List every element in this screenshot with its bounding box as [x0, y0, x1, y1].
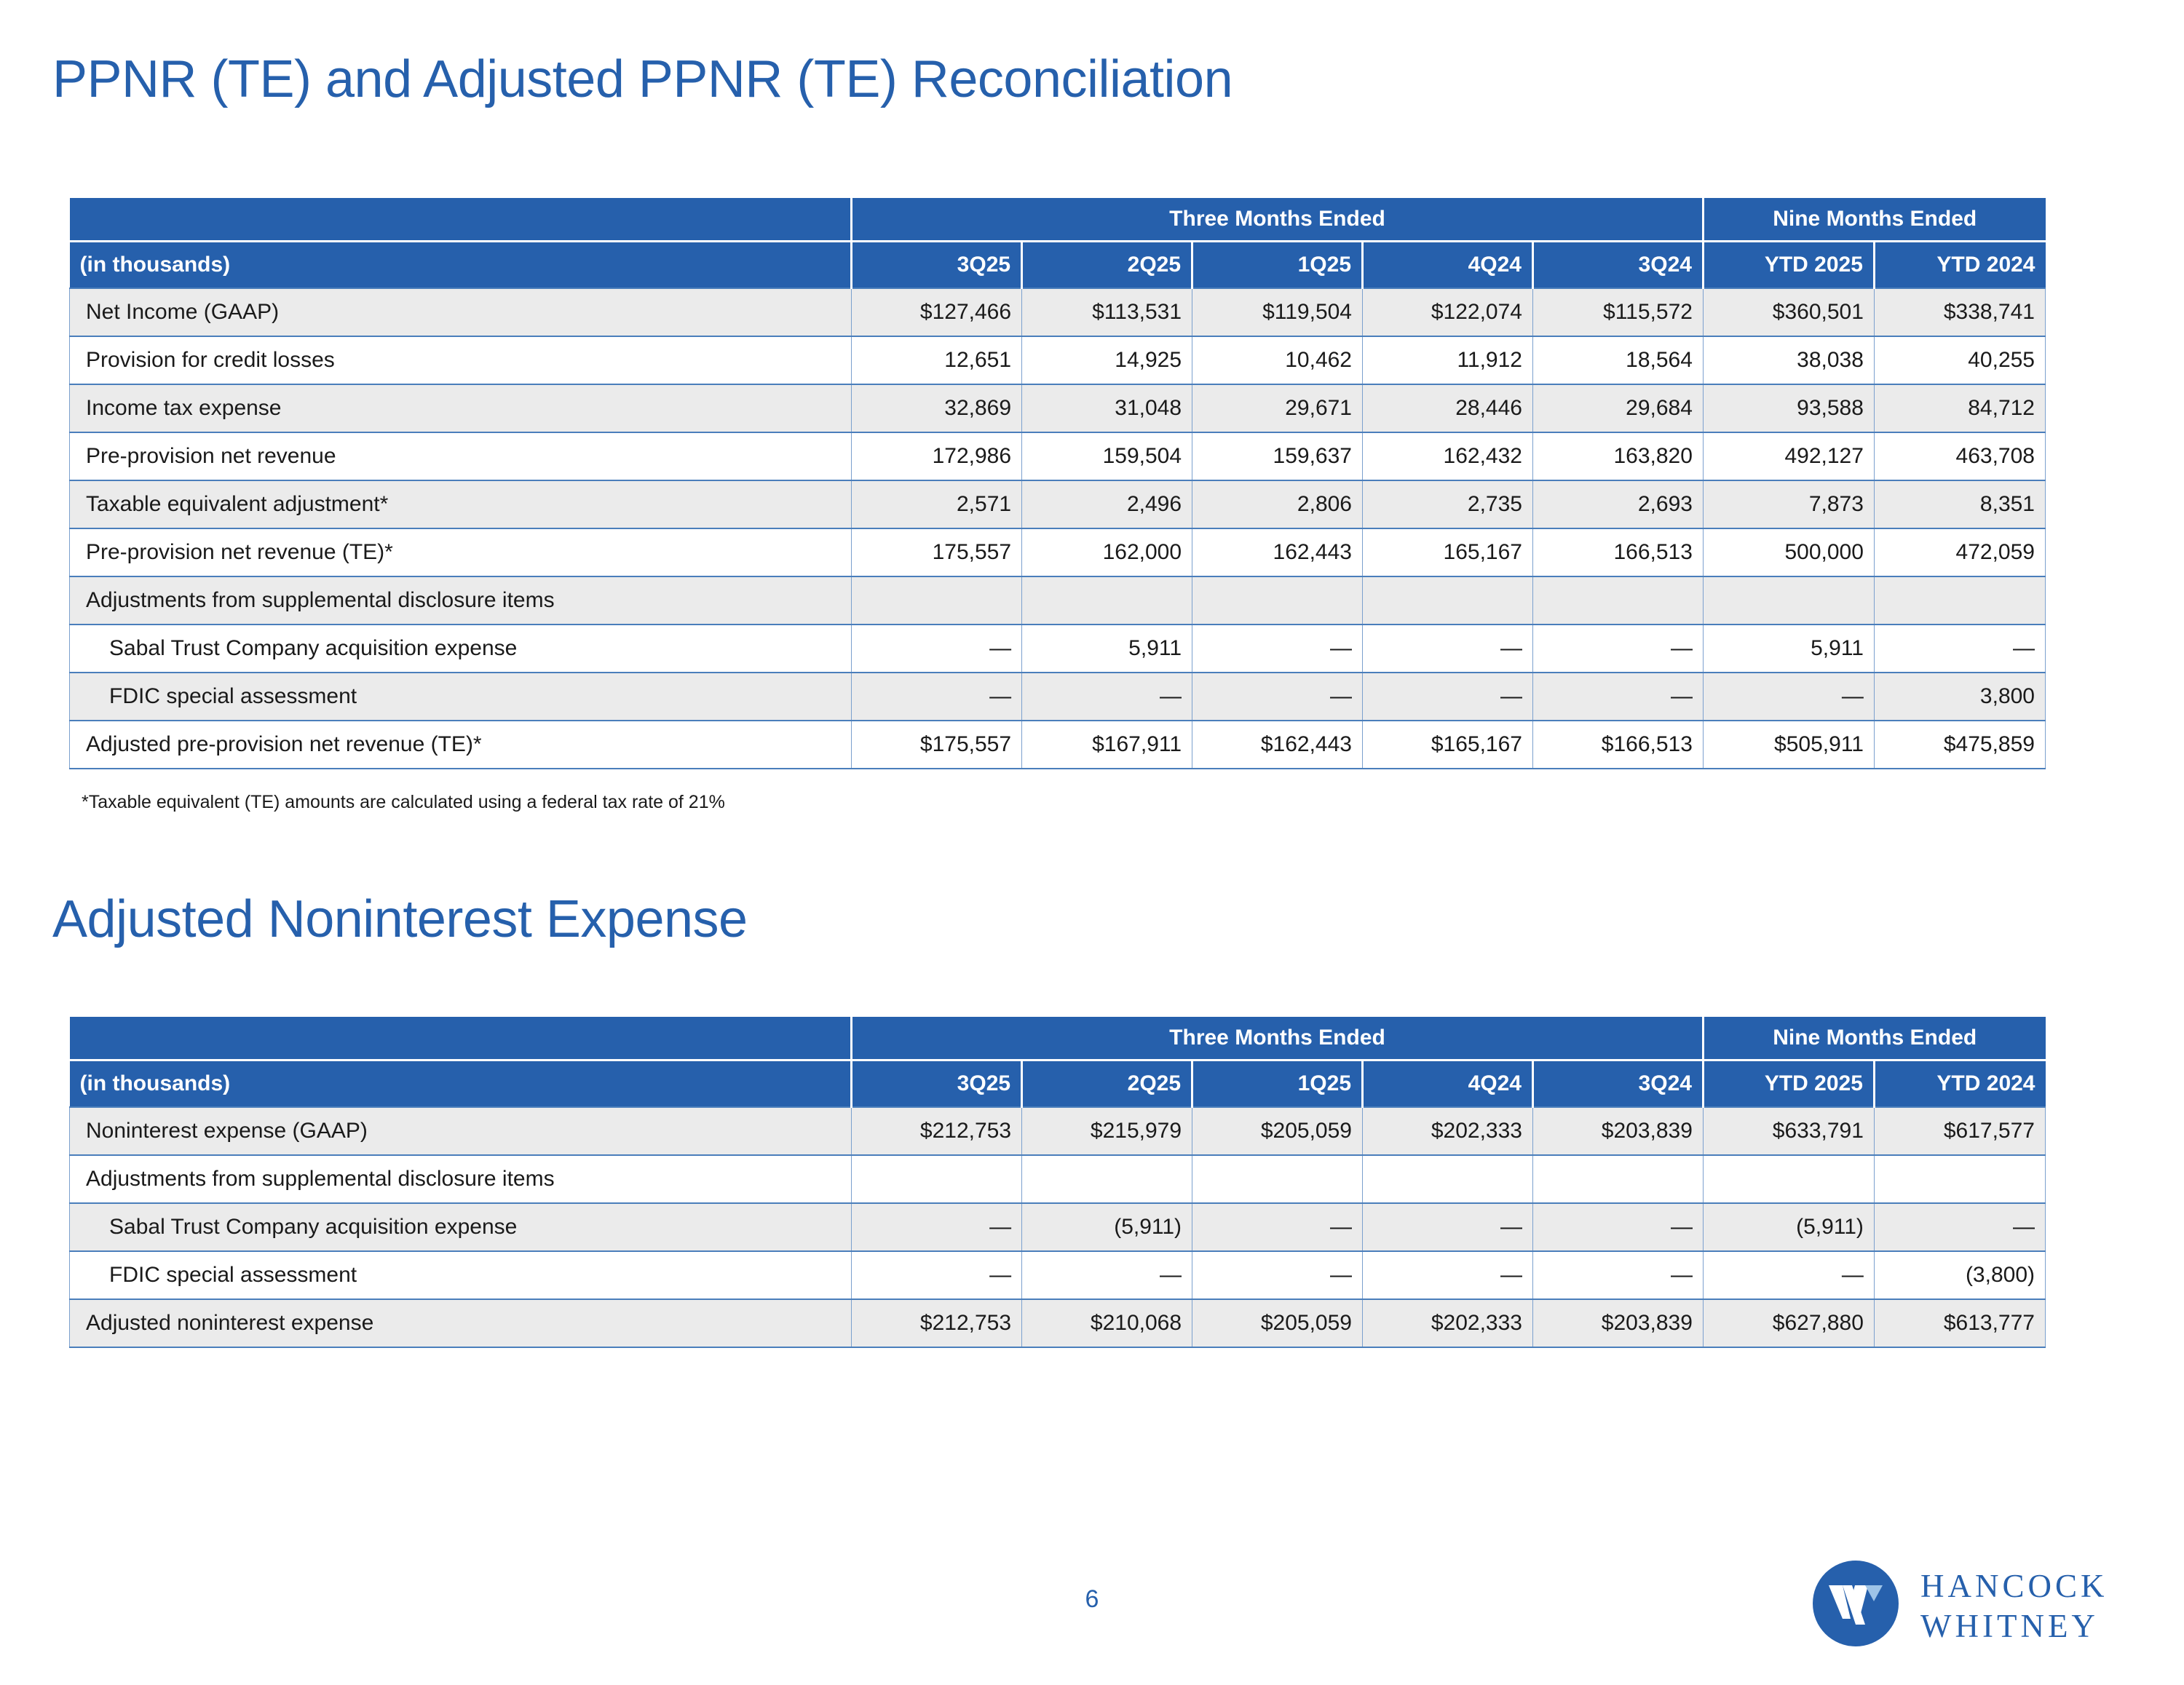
row-label: Taxable equivalent adjustment*	[70, 480, 852, 528]
ppnr-reconciliation-table	[69, 198, 2046, 769]
row-value: 159,637	[1192, 432, 1363, 480]
table-row	[70, 1299, 2046, 1347]
row-value: $627,880	[1703, 1299, 1874, 1347]
group-header-nine-months: Nine Months Ended	[1703, 1017, 2045, 1060]
row-value: 93,588	[1703, 384, 1874, 432]
column-header-1q25: 1Q25	[1192, 1060, 1363, 1108]
row-value: $119,504	[1192, 288, 1363, 336]
row-value: 7,873	[1703, 480, 1874, 528]
hancock-whitney-mark-icon	[1813, 1561, 1899, 1646]
row-value	[1363, 576, 1533, 625]
row-value: —	[1703, 1251, 1874, 1299]
group-header-nine-months: Nine Months Ended	[1703, 198, 2045, 242]
column-header-1q25: 1Q25	[1192, 242, 1363, 289]
column-header-ytd-2025: YTD 2025	[1703, 242, 1874, 289]
column-header-row	[70, 1060, 2046, 1108]
table-header	[70, 1017, 2046, 1107]
row-value: 2,735	[1363, 480, 1533, 528]
row-value: 12,651	[852, 336, 1022, 384]
table-row	[70, 1203, 2046, 1251]
column-header-units: (in thousands)	[70, 242, 852, 289]
table-body	[70, 288, 2046, 769]
row-value	[1363, 1155, 1533, 1203]
row-value: 29,684	[1532, 384, 1703, 432]
row-value: —	[1192, 625, 1363, 673]
table-row	[70, 432, 2046, 480]
row-value: $127,466	[852, 288, 1022, 336]
column-header-2q25: 2Q25	[1022, 242, 1192, 289]
row-value: $360,501	[1703, 288, 1874, 336]
column-header-4q24: 4Q24	[1363, 1060, 1533, 1108]
row-value: —	[852, 673, 1022, 721]
row-value: $122,074	[1363, 288, 1533, 336]
wordmark-line-1: HANCOCK	[1920, 1568, 2108, 1604]
row-value: $505,911	[1703, 721, 1874, 769]
column-header-4q24: 4Q24	[1363, 242, 1533, 289]
row-value: 159,504	[1022, 432, 1192, 480]
group-header-row	[70, 1017, 2046, 1060]
row-value: 162,432	[1363, 432, 1533, 480]
row-value: 463,708	[1874, 432, 2045, 480]
row-value: 3,800	[1874, 673, 2045, 721]
row-value: 28,446	[1363, 384, 1533, 432]
row-value: $613,777	[1874, 1299, 2045, 1347]
group-header-blank	[70, 1017, 852, 1060]
row-value: $165,167	[1363, 721, 1533, 769]
row-value: —	[852, 1203, 1022, 1251]
row-value: $205,059	[1192, 1299, 1363, 1347]
column-header-3q25: 3Q25	[852, 1060, 1022, 1108]
row-value: 2,806	[1192, 480, 1363, 528]
table-row	[70, 528, 2046, 576]
row-value: —	[1363, 625, 1533, 673]
row-value: $167,911	[1022, 721, 1192, 769]
group-header-blank	[70, 198, 852, 242]
row-value: $162,443	[1192, 721, 1363, 769]
table-row	[70, 1251, 2046, 1299]
row-value: —	[1022, 673, 1192, 721]
table-row	[70, 1155, 2046, 1203]
row-label: Net Income (GAAP)	[70, 288, 852, 336]
row-value: 2,693	[1532, 480, 1703, 528]
row-value: —	[1363, 1251, 1533, 1299]
row-label: Sabal Trust Company acquisition expense	[70, 1203, 852, 1251]
page-title-adjusted-noninterest-expense: Adjusted Noninterest Expense	[52, 890, 748, 948]
column-header-ytd-2024: YTD 2024	[1874, 1060, 2045, 1108]
row-value: 11,912	[1363, 336, 1533, 384]
row-value: —	[1022, 1251, 1192, 1299]
row-value: $215,979	[1022, 1107, 1192, 1155]
table-row	[70, 721, 2046, 769]
group-header-three-months: Three Months Ended	[852, 1017, 1704, 1060]
row-value: —	[1532, 1251, 1703, 1299]
row-value: (5,911)	[1022, 1203, 1192, 1251]
table-row	[70, 336, 2046, 384]
row-value: 500,000	[1703, 528, 1874, 576]
row-value: $203,839	[1532, 1107, 1703, 1155]
row-value: 2,571	[852, 480, 1022, 528]
table-row	[70, 384, 2046, 432]
row-value: 165,167	[1363, 528, 1533, 576]
row-value: 40,255	[1874, 336, 2045, 384]
column-header-3q24: 3Q24	[1532, 1060, 1703, 1108]
row-value: 14,925	[1022, 336, 1192, 384]
row-value	[1532, 1155, 1703, 1203]
row-value: 8,351	[1874, 480, 2045, 528]
row-value: —	[1192, 1251, 1363, 1299]
row-value: 38,038	[1703, 336, 1874, 384]
row-value: 163,820	[1532, 432, 1703, 480]
row-value: 32,869	[852, 384, 1022, 432]
row-value	[852, 576, 1022, 625]
table-body	[70, 1107, 2046, 1347]
table-row	[70, 288, 2046, 336]
row-value	[1874, 576, 2045, 625]
row-value	[852, 1155, 1022, 1203]
row-value: —	[1874, 1203, 2045, 1251]
row-value: —	[1363, 673, 1533, 721]
row-value: 5,911	[1703, 625, 1874, 673]
row-label: FDIC special assessment	[70, 673, 852, 721]
column-header-units: (in thousands)	[70, 1060, 852, 1108]
column-header-ytd-2025: YTD 2025	[1703, 1060, 1874, 1108]
row-value: —	[1532, 673, 1703, 721]
row-value: $203,839	[1532, 1299, 1703, 1347]
row-value	[1022, 576, 1192, 625]
row-value: 175,557	[852, 528, 1022, 576]
row-value: —	[1532, 1203, 1703, 1251]
row-value	[1532, 576, 1703, 625]
row-value: $617,577	[1874, 1107, 2045, 1155]
page-title-ppnr: PPNR (TE) and Adjusted PPNR (TE) Reconciliation	[52, 50, 1233, 108]
row-value: $202,333	[1363, 1299, 1533, 1347]
row-value: $202,333	[1363, 1107, 1533, 1155]
row-value: 10,462	[1192, 336, 1363, 384]
row-value: —	[852, 625, 1022, 673]
row-value: 31,048	[1022, 384, 1192, 432]
row-label: Adjustments from supplemental disclosure items	[70, 576, 852, 625]
row-value: —	[1363, 1203, 1533, 1251]
group-header-row	[70, 198, 2046, 242]
row-value: $175,557	[852, 721, 1022, 769]
row-label: Pre-provision net revenue	[70, 432, 852, 480]
row-value	[1192, 576, 1363, 625]
row-label: Adjusted pre-provision net revenue (TE)*	[70, 721, 852, 769]
table-header	[70, 198, 2046, 288]
row-value	[1703, 1155, 1874, 1203]
row-value: —	[1192, 673, 1363, 721]
row-label: Pre-provision net revenue (TE)*	[70, 528, 852, 576]
ppnr-footnote: *Taxable equivalent (TE) amounts are calculated using a federal tax rate of 21%	[82, 792, 725, 812]
row-value: $210,068	[1022, 1299, 1192, 1347]
row-value: 166,513	[1532, 528, 1703, 576]
row-value: 162,000	[1022, 528, 1192, 576]
row-value: 172,986	[852, 432, 1022, 480]
row-value: —	[1192, 1203, 1363, 1251]
row-value: 29,671	[1192, 384, 1363, 432]
row-value: 18,564	[1532, 336, 1703, 384]
row-value: 5,911	[1022, 625, 1192, 673]
column-header-ytd-2024: YTD 2024	[1874, 242, 2045, 289]
hancock-whitney-logo	[1813, 1556, 2148, 1660]
row-label: Adjusted noninterest expense	[70, 1299, 852, 1347]
row-value	[1874, 1155, 2045, 1203]
row-value: $115,572	[1532, 288, 1703, 336]
row-value: $338,741	[1874, 288, 2045, 336]
column-header-row	[70, 242, 2046, 289]
group-header-three-months: Three Months Ended	[852, 198, 1704, 242]
wordmark-line-2: WHITNEY	[1920, 1607, 2099, 1644]
row-value: $212,753	[852, 1299, 1022, 1347]
row-value: $205,059	[1192, 1107, 1363, 1155]
row-value: $113,531	[1022, 288, 1192, 336]
row-label: Provision for credit losses	[70, 336, 852, 384]
page-number: 6	[1085, 1585, 1099, 1613]
row-value: —	[1874, 625, 2045, 673]
row-value: —	[852, 1251, 1022, 1299]
row-value: 2,496	[1022, 480, 1192, 528]
row-label: Sabal Trust Company acquisition expense	[70, 625, 852, 673]
column-header-3q24: 3Q24	[1532, 242, 1703, 289]
row-value: $475,859	[1874, 721, 2045, 769]
row-value	[1022, 1155, 1192, 1203]
column-header-3q25: 3Q25	[852, 242, 1022, 289]
column-header-2q25: 2Q25	[1022, 1060, 1192, 1108]
row-label: Noninterest expense (GAAP)	[70, 1107, 852, 1155]
row-label: Income tax expense	[70, 384, 852, 432]
row-value: 162,443	[1192, 528, 1363, 576]
row-label: Adjustments from supplemental disclosure items	[70, 1155, 852, 1203]
row-value	[1703, 576, 1874, 625]
row-value: $212,753	[852, 1107, 1022, 1155]
row-value: —	[1532, 625, 1703, 673]
row-value: $166,513	[1532, 721, 1703, 769]
row-value: (5,911)	[1703, 1203, 1874, 1251]
row-value: 472,059	[1874, 528, 2045, 576]
row-value: $633,791	[1703, 1107, 1874, 1155]
table-row	[70, 480, 2046, 528]
row-label: FDIC special assessment	[70, 1251, 852, 1299]
table-row	[70, 576, 2046, 625]
table-row	[70, 1107, 2046, 1155]
hancock-whitney-wordmark	[1920, 1566, 2108, 1646]
row-value	[1192, 1155, 1363, 1203]
row-value: —	[1703, 673, 1874, 721]
row-value: (3,800)	[1874, 1251, 2045, 1299]
table-row	[70, 673, 2046, 721]
table-row	[70, 625, 2046, 673]
adjusted-noninterest-expense-table	[69, 1017, 2046, 1348]
row-value: 492,127	[1703, 432, 1874, 480]
row-value: 84,712	[1874, 384, 2045, 432]
